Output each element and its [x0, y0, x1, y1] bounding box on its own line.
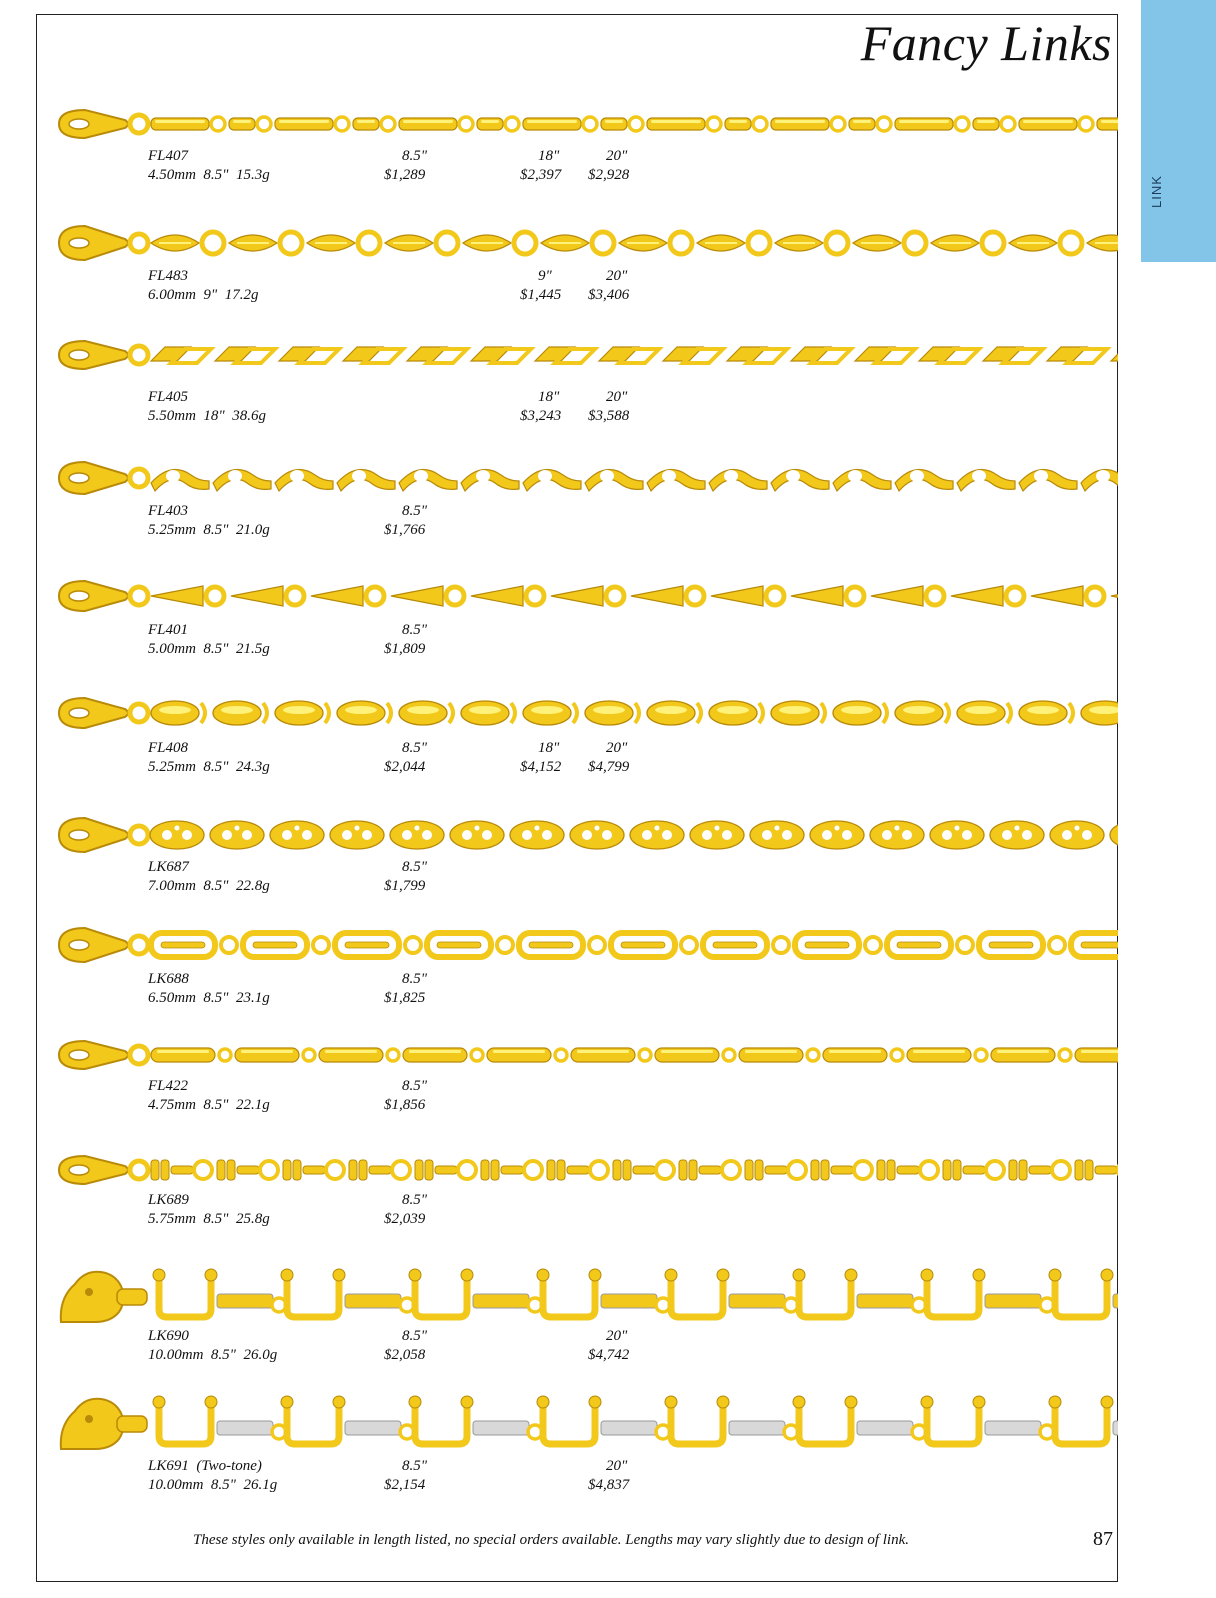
- product-spec: 10.00mm 8.5" 26.1g: [148, 1477, 278, 1493]
- chain-link: [415, 1160, 476, 1180]
- chain-link: [711, 586, 784, 606]
- length-a: 8.5": [402, 1458, 428, 1474]
- chain-link: [349, 1160, 410, 1180]
- chain-link: [217, 1160, 278, 1180]
- chain-link: [281, 1269, 414, 1317]
- chain-link: [153, 1396, 286, 1444]
- chain-link: [537, 1269, 670, 1317]
- length-a: 8.5": [402, 971, 428, 987]
- chain-link: [983, 347, 1043, 363]
- chain-link: [585, 470, 643, 491]
- chain-link: [1009, 1160, 1070, 1180]
- chain-link: [613, 1160, 674, 1180]
- chain-link: [151, 933, 237, 957]
- product-spec: 5.75mm 8.5" 25.8g: [148, 1211, 270, 1227]
- lobster-clasp-icon: [59, 1156, 148, 1184]
- lobster-clasp-icon: [59, 928, 148, 962]
- chain-image-10: [55, 1266, 1118, 1328]
- chain-link: [407, 347, 467, 363]
- chain-link: [391, 586, 464, 606]
- product-spec: 6.00mm 9" 17.2g: [148, 287, 259, 303]
- chain-link: [601, 117, 643, 131]
- chain-link: [931, 232, 1004, 254]
- chain-link: [213, 701, 267, 725]
- chain-link: [727, 347, 787, 363]
- chain-link: [283, 1160, 344, 1180]
- chain-link: [697, 232, 770, 254]
- length-a: 8.5": [402, 1328, 428, 1344]
- chain-link: [1047, 347, 1107, 363]
- product-code: FL408: [148, 740, 189, 756]
- chain-link: [690, 821, 744, 849]
- chain-link: [1111, 586, 1118, 606]
- chain-link: [973, 117, 1015, 131]
- chain-link: [1081, 470, 1118, 491]
- length-c: 20": [606, 148, 628, 164]
- product-code: LK689: [148, 1192, 189, 1208]
- chain-link: [281, 1396, 414, 1444]
- length-c: 20": [606, 268, 628, 284]
- chain-link: [231, 586, 304, 606]
- chain-link: [979, 933, 1065, 957]
- chain-link: [957, 701, 1011, 725]
- chain-link: [771, 470, 829, 491]
- length-a: 8.5": [402, 740, 428, 756]
- price-b: $1,445: [520, 287, 562, 303]
- chain-link: [771, 701, 825, 725]
- price-b: $2,397: [520, 167, 562, 183]
- chain-link: [921, 1396, 1054, 1444]
- chain-link: [461, 470, 519, 491]
- chain-link: [519, 933, 605, 957]
- chain-link: [151, 586, 224, 606]
- chain-link: [811, 1160, 872, 1180]
- chain-link: [477, 117, 519, 131]
- chain-link: [547, 1160, 608, 1180]
- chain-link: [1031, 586, 1104, 606]
- chain-link: [523, 117, 597, 131]
- price-a: $2,039: [384, 1211, 426, 1227]
- chain-image-2: [55, 335, 1118, 375]
- chain-image-4: [55, 575, 1118, 617]
- chain-image-11: [55, 1393, 1118, 1455]
- product-spec: 10.00mm 8.5" 26.0g: [148, 1347, 278, 1363]
- product-code: FL407: [148, 148, 189, 164]
- page-title: Fancy Links: [860, 15, 1112, 71]
- chain-link: [399, 117, 473, 131]
- chain-link: [1111, 347, 1118, 363]
- chain-image-8: [55, 1035, 1118, 1075]
- price-a: $1,799: [384, 878, 426, 894]
- lobster-clasp-icon: [59, 226, 148, 260]
- price-a: $2,154: [384, 1477, 426, 1493]
- chain-link: [1087, 232, 1118, 254]
- product-spec: 7.00mm 8.5" 22.8g: [148, 878, 270, 894]
- chain-link: [585, 701, 639, 725]
- chain-link: [1019, 470, 1077, 491]
- price-a: $2,044: [384, 759, 426, 775]
- chain-link: [791, 586, 864, 606]
- length-b: 18": [538, 389, 560, 405]
- length-a: 8.5": [402, 622, 428, 638]
- length-b: 18": [538, 148, 560, 164]
- chain-link: [463, 232, 536, 254]
- chain-link: [151, 1160, 212, 1180]
- chain-link: [887, 933, 973, 957]
- chain-link: [679, 1160, 740, 1180]
- chain-link: [450, 821, 504, 849]
- lobster-clasp-icon: [59, 462, 148, 494]
- section-tab-link[interactable]: [1141, 0, 1216, 262]
- chain-link: [551, 586, 624, 606]
- length-c: 20": [606, 740, 628, 756]
- chain-link: [611, 933, 697, 957]
- chain-link: [853, 232, 926, 254]
- product-spec: 5.50mm 18" 38.6g: [148, 408, 266, 424]
- chain-link: [471, 586, 544, 606]
- chain-link: [343, 347, 403, 363]
- chain-link: [461, 701, 515, 725]
- chain-link: [275, 701, 329, 725]
- chain-link: [1075, 1160, 1118, 1180]
- product-spec: 5.00mm 8.5" 21.5g: [148, 641, 270, 657]
- chain-link: [409, 1269, 542, 1317]
- price-c: $3,406: [588, 287, 630, 303]
- chain-link: [270, 821, 324, 849]
- chain-link: [330, 821, 384, 849]
- chain-link: [907, 1048, 987, 1062]
- chain-link: [921, 1269, 1054, 1317]
- chain-link: [487, 1048, 567, 1062]
- product-spec: 6.50mm 8.5" 23.1g: [148, 990, 270, 1006]
- chain-link: [243, 933, 329, 957]
- product-code: LK688: [148, 971, 189, 987]
- length-c: 20": [606, 1458, 628, 1474]
- price-a: $2,058: [384, 1347, 426, 1363]
- chain-link: [771, 117, 845, 131]
- chain-link: [523, 470, 581, 491]
- chain-link: [399, 701, 453, 725]
- chain-link: [665, 1269, 798, 1317]
- lobster-clasp-icon: [59, 1041, 148, 1069]
- chain-link: [1019, 701, 1073, 725]
- chain-link: [775, 232, 848, 254]
- chain-link: [1049, 1396, 1118, 1444]
- chain-link: [833, 470, 891, 491]
- chain-link: [541, 232, 614, 254]
- lobster-clasp-icon: [59, 341, 148, 369]
- chain-link: [275, 117, 349, 131]
- length-b: 9": [538, 268, 552, 284]
- chain-link: [151, 232, 224, 254]
- product-code: FL401: [148, 622, 189, 638]
- chain-link: [481, 1160, 542, 1180]
- length-a: 8.5": [402, 503, 428, 519]
- product-code: FL405: [148, 389, 189, 405]
- footer-note: These styles only available in length listed, no special orders available. Lengths may vary slightly due to design of link.: [193, 1532, 910, 1548]
- chain-link: [229, 232, 302, 254]
- chain-link: [311, 586, 384, 606]
- chain-link: [319, 1048, 399, 1062]
- chain-link: [523, 701, 577, 725]
- chain-link: [537, 1396, 670, 1444]
- chain-link: [791, 347, 851, 363]
- chain-link: [1019, 117, 1093, 131]
- chain-link: [150, 821, 204, 849]
- chain-link: [877, 1160, 938, 1180]
- price-b: $3,243: [520, 408, 562, 424]
- chain-link: [619, 232, 692, 254]
- chain-link: [1050, 821, 1104, 849]
- product-spec: 5.25mm 8.5" 21.0g: [148, 522, 270, 538]
- chain-image-0: [55, 104, 1118, 144]
- chain-link: [1049, 1269, 1118, 1317]
- chain-link: [991, 1048, 1071, 1062]
- chain-link: [930, 821, 984, 849]
- chain-link: [855, 347, 915, 363]
- chain-link: [215, 347, 275, 363]
- chain-link: [399, 470, 457, 491]
- chain-link: [337, 470, 395, 491]
- chain-link: [571, 1048, 651, 1062]
- chain-link: [1071, 933, 1118, 957]
- chain-image-5: [55, 692, 1118, 734]
- price-c: $4,799: [588, 759, 630, 775]
- chain-link: [943, 1160, 1004, 1180]
- section-tab-label: LINK: [1149, 175, 1164, 208]
- chain-link: [151, 1048, 231, 1062]
- chain-link: [833, 701, 887, 725]
- chain-link: [709, 470, 767, 491]
- chain-link: [471, 347, 531, 363]
- chain-image-6: [55, 812, 1118, 858]
- chain-link: [153, 1269, 286, 1317]
- chain-link: [655, 1048, 735, 1062]
- product-code: LK690: [148, 1328, 189, 1344]
- price-a: $1,766: [384, 522, 426, 538]
- chain-link: [1075, 1048, 1118, 1062]
- length-c: 20": [606, 1328, 628, 1344]
- chain-link: [663, 347, 723, 363]
- price-c: $4,742: [588, 1347, 630, 1363]
- horse-head-clasp-icon: [61, 1399, 147, 1449]
- length-a: 8.5": [402, 148, 428, 164]
- chain-link: [895, 701, 949, 725]
- chain-link: [151, 701, 205, 725]
- chain-link: [353, 117, 395, 131]
- product-spec: 5.25mm 8.5" 24.3g: [148, 759, 270, 775]
- chain-link: [631, 586, 704, 606]
- chain-link: [823, 1048, 903, 1062]
- chain-link: [1081, 701, 1118, 725]
- chain-link: [709, 701, 763, 725]
- length-a: 8.5": [402, 1192, 428, 1208]
- product-code: LK687: [148, 859, 189, 875]
- chain-link: [427, 933, 513, 957]
- product-spec: 4.75mm 8.5" 22.1g: [148, 1097, 270, 1113]
- chain-link: [403, 1048, 483, 1062]
- length-b: 18": [538, 740, 560, 756]
- length-a: 8.5": [402, 859, 428, 875]
- chain-link: [570, 821, 624, 849]
- chain-link: [745, 1160, 806, 1180]
- chain-link: [1009, 232, 1082, 254]
- chain-link: [750, 821, 804, 849]
- chain-link: [151, 117, 225, 131]
- chain-link: [795, 933, 881, 957]
- lobster-clasp-icon: [59, 581, 148, 611]
- chain-link: [895, 470, 953, 491]
- price-c: $4,837: [588, 1477, 630, 1493]
- chain-link: [229, 117, 271, 131]
- chain-link: [810, 821, 864, 849]
- product-code: FL403: [148, 503, 189, 519]
- chain-link: [235, 1048, 315, 1062]
- chain-link: [535, 347, 595, 363]
- chain-link: [599, 347, 659, 363]
- price-a: $1,825: [384, 990, 426, 1006]
- chain-link: [739, 1048, 819, 1062]
- chain-link: [647, 470, 705, 491]
- chain-link: [151, 347, 211, 363]
- chain-link: [307, 232, 380, 254]
- chain-link: [1110, 821, 1118, 849]
- product-spec: 4.50mm 8.5" 15.3g: [148, 167, 270, 183]
- price-a: $1,289: [384, 167, 426, 183]
- chain-link: [275, 470, 333, 491]
- price-a: $1,809: [384, 641, 426, 657]
- length-a: 8.5": [402, 1078, 428, 1094]
- chain-link: [871, 586, 944, 606]
- chain-image-1: [55, 220, 1118, 266]
- chain-link: [647, 117, 721, 131]
- price-c: $2,928: [588, 167, 630, 183]
- chain-link: [703, 933, 789, 957]
- chain-link: [793, 1269, 926, 1317]
- price-a: $1,856: [384, 1097, 426, 1113]
- length-c: 20": [606, 389, 628, 405]
- product-code: FL483: [148, 268, 189, 284]
- chain-link: [919, 347, 979, 363]
- chain-link: [151, 470, 209, 491]
- price-b: $4,152: [520, 759, 562, 775]
- chain-link: [990, 821, 1044, 849]
- chain-link: [849, 117, 891, 131]
- chain-link: [951, 586, 1024, 606]
- chain-image-3: [55, 456, 1118, 500]
- product-code: LK691 (Two-tone): [148, 1458, 262, 1474]
- chain-link: [1097, 117, 1118, 131]
- chain-link: [630, 821, 684, 849]
- chain-image-9: [55, 1150, 1118, 1190]
- chain-link: [665, 1396, 798, 1444]
- chain-link: [647, 701, 701, 725]
- chain-link: [210, 821, 264, 849]
- chain-link: [213, 470, 271, 491]
- chain-link: [510, 821, 564, 849]
- product-code: FL422: [148, 1078, 189, 1094]
- lobster-clasp-icon: [59, 818, 148, 852]
- chain-link: [793, 1396, 926, 1444]
- lobster-clasp-icon: [59, 698, 148, 728]
- tab-divider: [1141, 264, 1216, 268]
- chain-link: [385, 232, 458, 254]
- chain-link: [409, 1396, 542, 1444]
- chain-link: [337, 701, 391, 725]
- price-c: $3,588: [588, 408, 630, 424]
- chain-image-7: [55, 922, 1118, 968]
- chain-link: [957, 470, 1015, 491]
- page-number: 87: [1093, 1528, 1113, 1550]
- chain-link: [725, 117, 767, 131]
- chain-link: [895, 117, 969, 131]
- horse-head-clasp-icon: [61, 1272, 147, 1322]
- chain-link: [870, 821, 924, 849]
- chain-link: [279, 347, 339, 363]
- lobster-clasp-icon: [59, 110, 148, 138]
- chain-link: [335, 933, 421, 957]
- chain-link: [390, 821, 444, 849]
